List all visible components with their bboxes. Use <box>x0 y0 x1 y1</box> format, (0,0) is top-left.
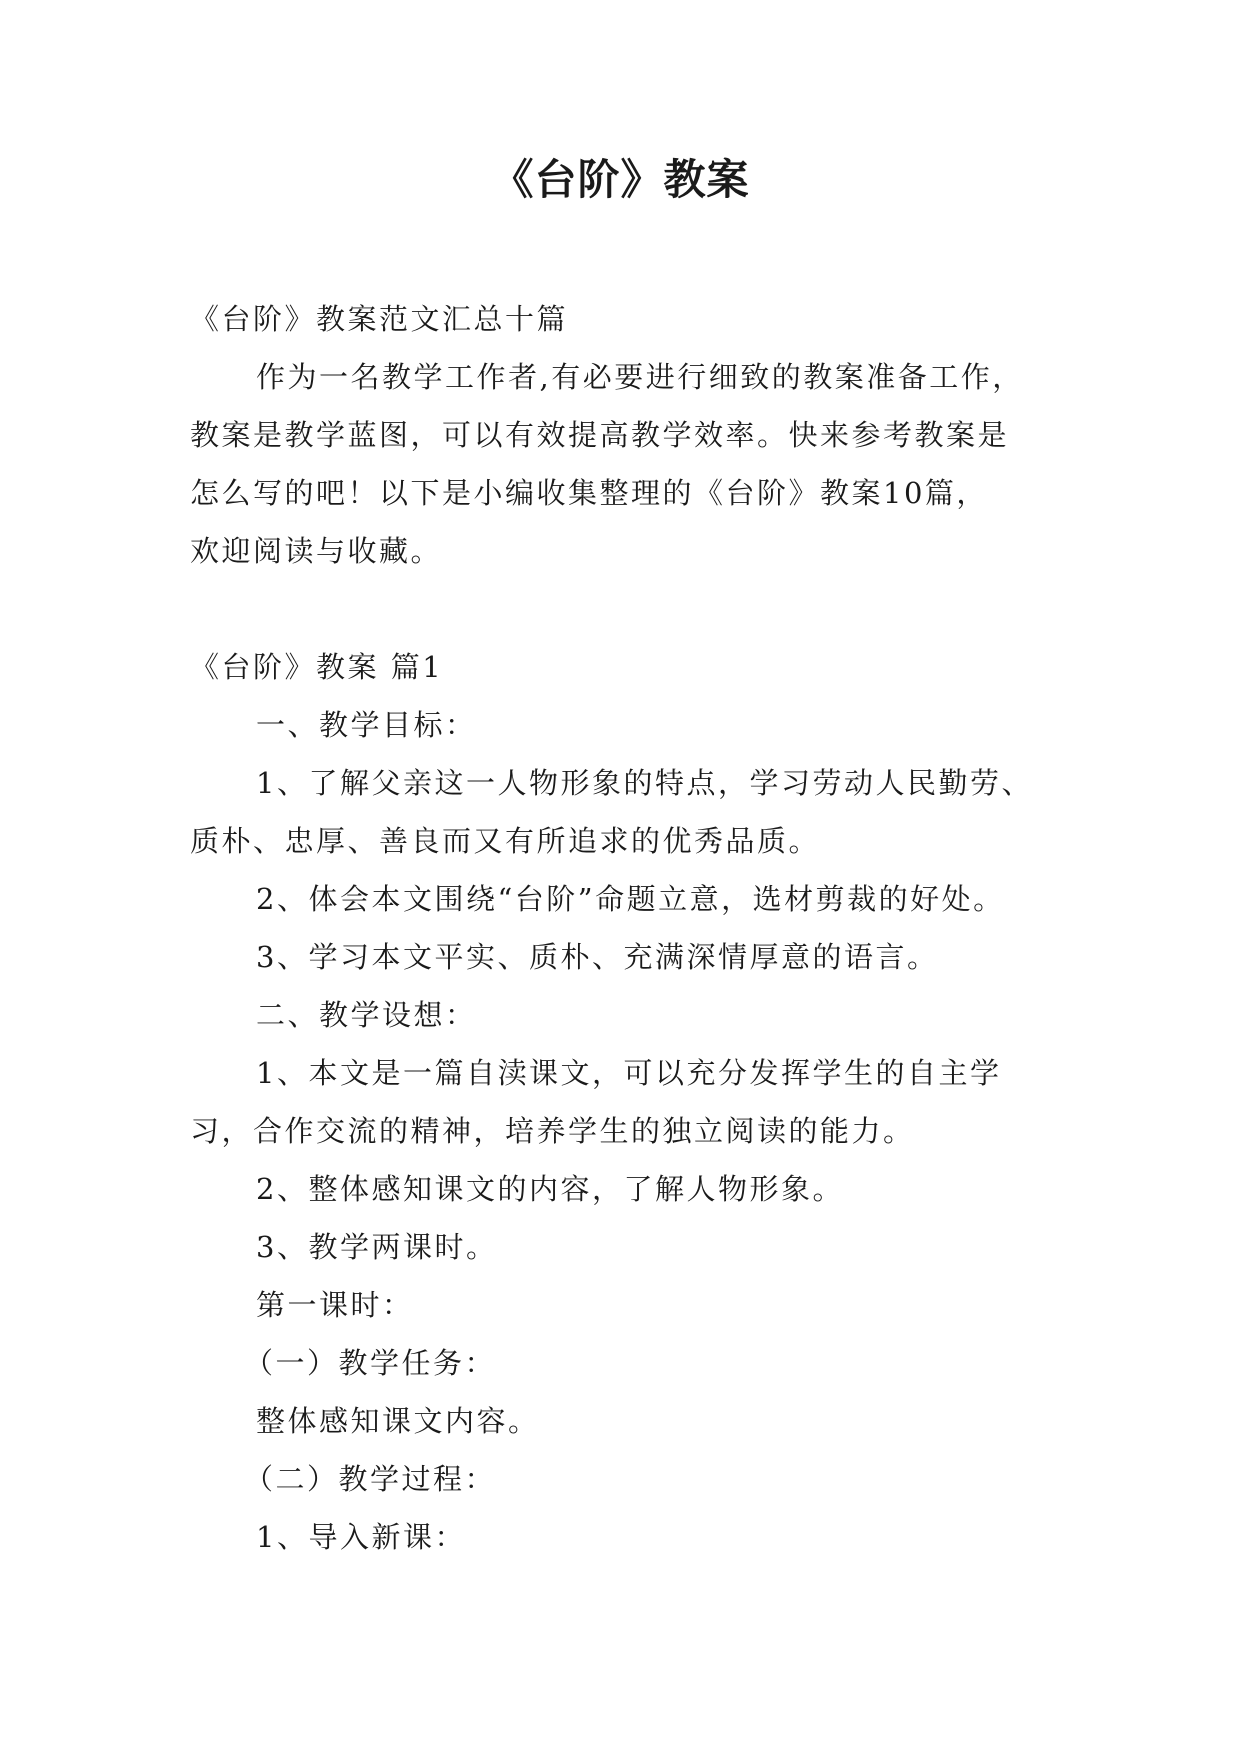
goal-2: 2、体会本文围绕“台阶”命题立意，选材剪裁的好处。 <box>256 882 1005 916</box>
process-heading: （二）教学过程： <box>244 1462 497 1496</box>
ideas-heading: 二、教学设想： <box>256 998 477 1032</box>
intro-line-2: 教案是教学蓝图，可以有效提高教学效率。快来参考教案是 <box>190 418 1010 452</box>
intro-line-3: 怎么写的吧！以下是小编收集整理的《台阶》教案10篇， <box>190 476 988 510</box>
goal-3: 3、学习本文平实、质朴、充满深情厚意的语言。 <box>256 940 939 974</box>
goal-1-line-1: 1、了解父亲这一人物形象的特点，学习劳动人民勤劳、 <box>256 766 1033 800</box>
task-text: 整体感知课文内容。 <box>256 1404 540 1438</box>
goal-1-line-2: 质朴、忠厚、善良而又有所追求的优秀品质。 <box>190 824 821 858</box>
idea-3: 3、教学两课时。 <box>256 1230 498 1264</box>
lesson-1-heading: 第一课时： <box>256 1288 414 1322</box>
intro-line-4: 欢迎阅读与收藏。 <box>190 534 443 568</box>
goals-heading: 一、教学目标： <box>256 708 477 742</box>
idea-1-line-1: 1、本文是一篇自渎课文，可以充分发挥学生的自主学 <box>256 1056 1002 1090</box>
intro-line-1: 作为一名教学工作者,有必要进行细致的教案准备工作， <box>256 360 1024 394</box>
collection-subtitle: 《台阶》教案范文汇总十篇 <box>190 302 569 336</box>
idea-2: 2、整体感知课文的内容，了解人物形象。 <box>256 1172 844 1206</box>
task-heading: （一）教学任务： <box>244 1346 497 1380</box>
process-step-1: 1、导入新课： <box>256 1520 466 1554</box>
section-heading: 《台阶》教案 篇1 <box>190 650 444 684</box>
document-title: 《台阶》教案 <box>491 155 750 204</box>
document-body <box>190 290 1070 1566</box>
idea-1-line-2: 习，合作交流的精神，培养学生的独立阅读的能力。 <box>190 1114 915 1148</box>
section-spacer <box>190 580 1070 638</box>
